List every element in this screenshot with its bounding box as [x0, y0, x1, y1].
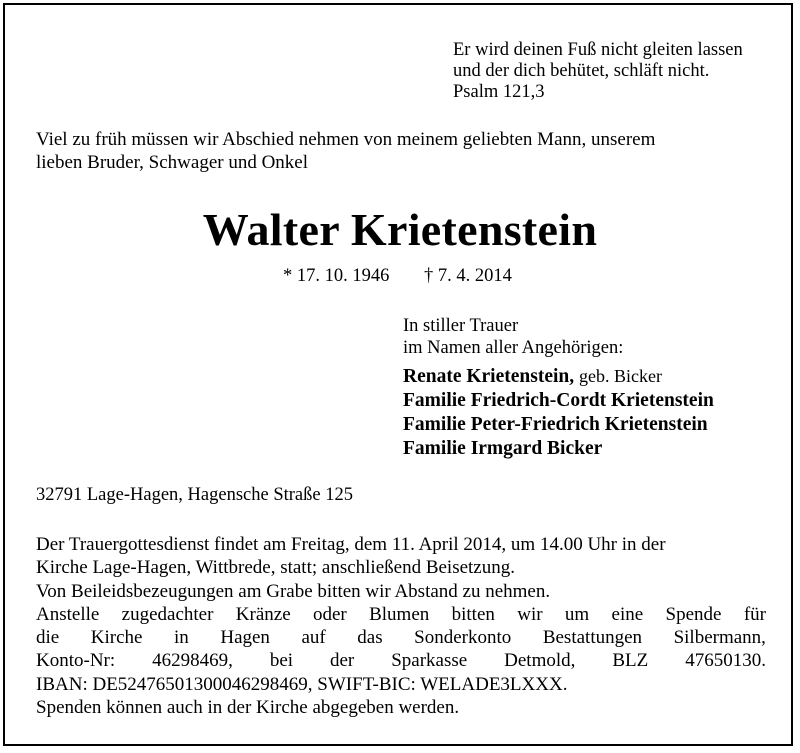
word: oder	[313, 603, 347, 625]
word: Kränze	[235, 603, 291, 625]
donation-line	[36, 626, 766, 649]
word: der	[329, 650, 355, 672]
birth-date: * 17. 10. 1946	[283, 266, 390, 286]
donation-line	[36, 603, 766, 626]
psalm-line: Er wird deinen Fuß nicht gleiten lassen	[453, 40, 743, 60]
word: 46298469,	[152, 650, 233, 672]
iban-line: IBAN: DE52476501300046298469, SWIFT-BIC: WELADE3LXXX.	[36, 673, 568, 695]
word: bei	[269, 650, 294, 672]
family-entry	[403, 364, 714, 389]
family-entry: Familie Peter-Friedrich Krietenstein	[403, 414, 708, 435]
maiden-name-note: geb. Bicker	[579, 366, 662, 386]
family-name: Renate Krietenstein,	[403, 366, 575, 387]
address: 32791 Lage-Hagen, Hagensche Straße 125	[36, 485, 353, 505]
word: die	[36, 627, 60, 649]
psalm-reference: Psalm 121,3	[453, 82, 545, 102]
psalm-quote	[453, 40, 743, 103]
word: Anstelle	[36, 603, 100, 625]
word: BLZ	[612, 650, 649, 672]
deceased-name: Walter Krietenstein	[202, 204, 598, 255]
word: in	[174, 627, 189, 649]
psalm-line: und der dich behütet, schläft nicht.	[453, 61, 710, 81]
intro-line: Viel zu früh müssen wir Abschied nehmen von meinem geliebten Mann, unserem	[36, 129, 656, 150]
death-date: † 7. 4. 2014	[424, 266, 512, 286]
word: Bestattungen	[542, 627, 643, 649]
word: Hagen	[220, 627, 270, 649]
word: Silbermann,	[673, 627, 766, 649]
word: wir	[517, 603, 543, 625]
service-line: Der Trauergottesdienst findet am Freitag, dem 11. April 2014, um 14.00 Uhr in der	[36, 534, 666, 555]
service-line: Kirche Lage-Hagen, Wittbrede, statt; anschließend Beisetzung.	[36, 557, 515, 579]
word: Blumen	[369, 603, 430, 625]
intro-text	[36, 128, 766, 174]
intro-line: lieben Bruder, Schwager und Onkel	[36, 152, 309, 173]
word: um	[564, 603, 590, 625]
mourning-line: im Namen aller Angehörigen:	[403, 338, 624, 358]
word: eine	[611, 603, 644, 625]
word: Sonderkonto	[414, 627, 512, 649]
word: Sparkasse	[391, 650, 468, 672]
church-donation-line: Spenden können auch in der Kirche abgegeben werden.	[36, 697, 460, 719]
family-entry: Familie Irmgard Bicker	[403, 438, 603, 459]
word: das	[357, 627, 383, 649]
word: Konto-Nr:	[36, 650, 116, 672]
mourning-line: In stiller Trauer	[403, 316, 519, 336]
word: bitten	[451, 603, 495, 625]
word: auf	[301, 627, 326, 649]
mourning-heading	[403, 315, 623, 359]
word: zugedachter	[121, 603, 214, 625]
word: 47650130.	[685, 650, 766, 672]
word: Detmold,	[504, 650, 576, 672]
funeral-notice	[36, 533, 766, 719]
word: für	[743, 603, 766, 625]
life-dates	[283, 264, 512, 288]
condolence-line: Von Beileidsbezeugungen am Grabe bitten wir Abstand zu nehmen.	[36, 580, 551, 602]
donation-line	[36, 649, 766, 672]
word: Spende	[665, 603, 722, 625]
family-entry: Familie Friedrich-Cordt Krietenstein	[403, 390, 714, 411]
family-list	[403, 364, 714, 461]
word: Kirche	[90, 627, 143, 649]
